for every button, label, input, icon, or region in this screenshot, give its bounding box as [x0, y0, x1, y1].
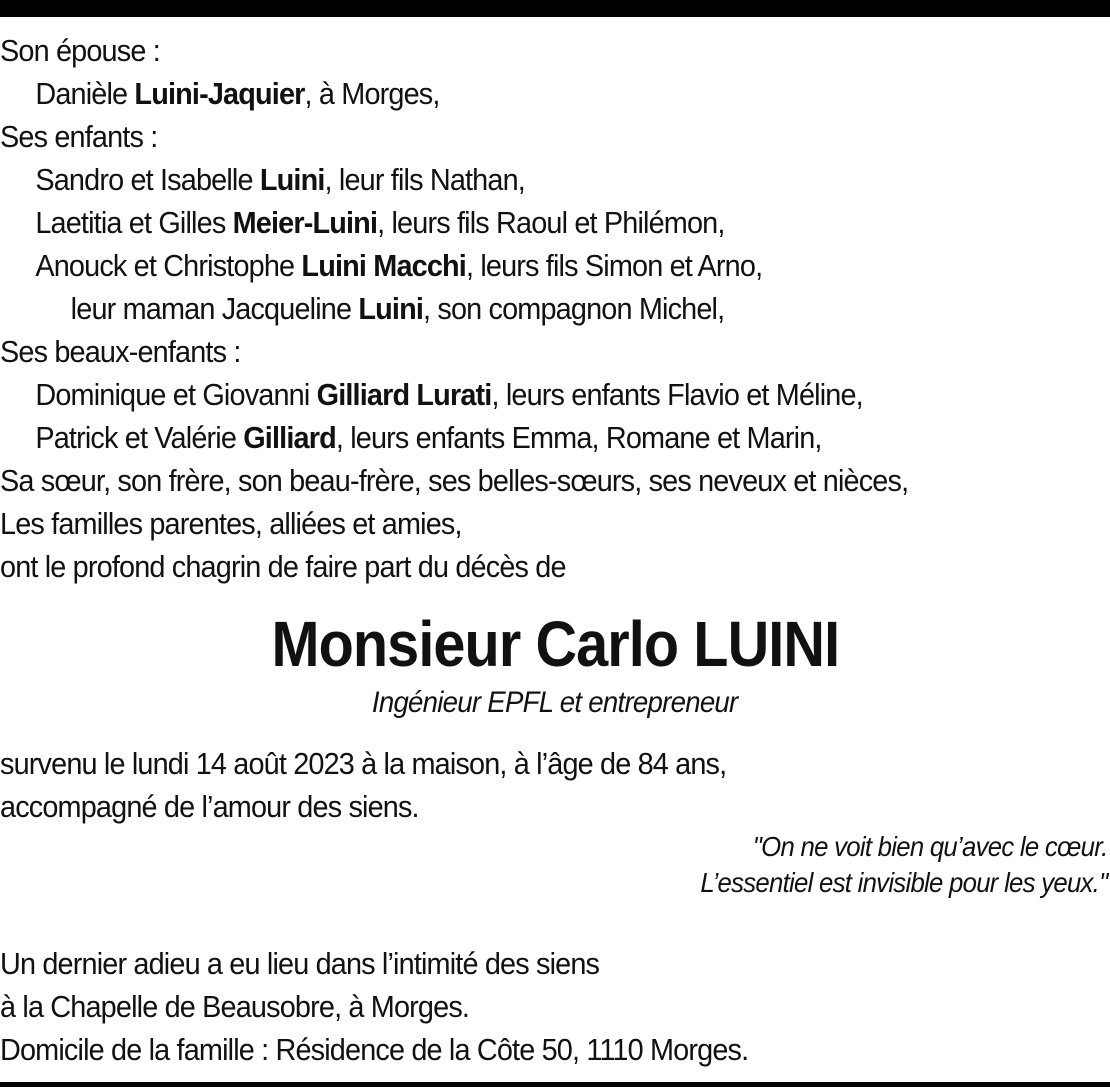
text: , son compagnon Michel, [423, 291, 725, 326]
surname: Luini-Jaquier [134, 76, 305, 111]
stepchild-line [0, 416, 1032, 459]
text: , leurs fils Raoul et Philémon, [377, 205, 725, 240]
quote-line: "On ne voit bien qu’avec le cœur. [753, 831, 1108, 862]
surname: Gilliard [243, 420, 336, 455]
death-details [0, 742, 1110, 828]
spouse-heading: Son épouse : [0, 33, 160, 68]
text: , leurs enfants Flavio et Méline, [491, 377, 863, 412]
family-address-line: Domicile de la famille : Résidence de la Côte 50, 1110 Morges. [0, 1032, 749, 1067]
deceased-name-text: Monsieur Carlo LUINI [271, 608, 839, 680]
text: Laetitia et Gilles [35, 205, 233, 240]
text: , à Morges, [304, 76, 440, 111]
text: , leurs fils Simon et Arno, [465, 248, 763, 283]
farewell-line: Un dernier adieu a eu lieu dans l’intimité des siens [0, 946, 600, 981]
top-border-rule [0, 0, 1110, 17]
surname: Luini [358, 291, 424, 326]
quote [665, 829, 1108, 901]
stepchild-line [0, 373, 1032, 416]
child-mother-line [0, 287, 1032, 330]
text: Dominique et Giovanni [35, 377, 317, 412]
child-line [0, 244, 1032, 287]
death-date-line: survenu le lundi 14 août 2023 à la maison, à l’âge de 84 ans, [0, 746, 727, 781]
surname: Meier-Luini [232, 205, 378, 240]
text: Danièle [35, 76, 135, 111]
spouse-line [0, 72, 1032, 115]
announcement-line: ont le profond chagrin de faire part du décès de [0, 549, 566, 584]
siblings-line: Sa sœur, son frère, son beau-frère, ses belles-sœurs, ses neveux et nièces, [0, 463, 909, 498]
death-accompanied-line: accompagné de l’amour des siens. [0, 789, 419, 824]
text: , leur fils Nathan, [324, 162, 525, 197]
chapel-line: à la Chapelle de Beausobre, à Morges. [0, 989, 470, 1024]
stepchildren-heading: Ses beaux-enfants : [0, 334, 241, 369]
ceremony-details [0, 942, 1110, 1071]
surname: Gilliard Lurati [316, 377, 492, 412]
children-heading: Ses enfants : [0, 119, 158, 154]
text: , leurs enfants Emma, Romane et Marin, [335, 420, 822, 455]
child-line [0, 201, 1032, 244]
deceased-name [0, 608, 1110, 680]
surname: Luini Macchi [301, 248, 466, 283]
child-line [0, 158, 1032, 201]
family-announcement [0, 29, 1110, 588]
text: Patrick et Valérie [35, 420, 244, 455]
surname: Luini [259, 162, 325, 197]
deceased-title-text: Ingénieur EPFL et entrepreneur [372, 686, 738, 719]
families-line: Les familles parentes, alliées et amies, [0, 506, 462, 541]
bottom-border-rule [0, 1082, 1110, 1087]
text: Anouck et Christophe [35, 248, 302, 283]
quote-line: L’essentiel est invisible pour les yeux." [700, 867, 1108, 898]
text: Sandro et Isabelle [35, 162, 260, 197]
text: leur maman Jacqueline [70, 291, 359, 326]
deceased-title [0, 683, 1110, 723]
